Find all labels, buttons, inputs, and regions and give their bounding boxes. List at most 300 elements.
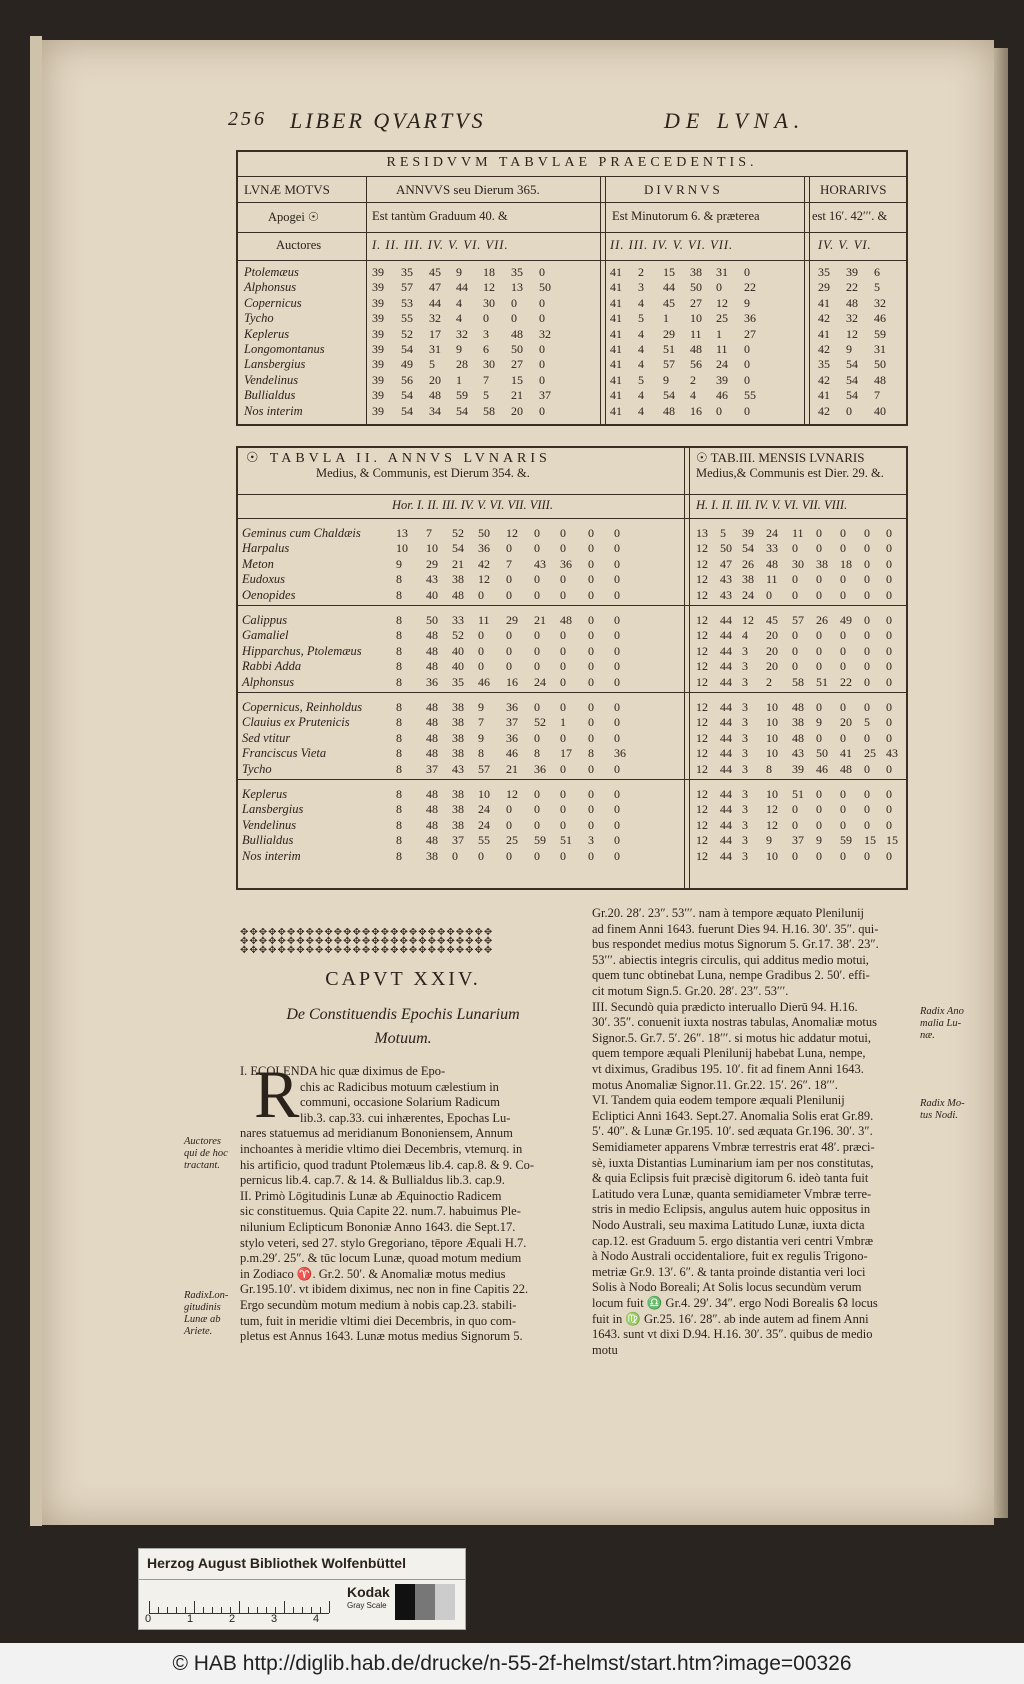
- diurnus-value: 41: [610, 265, 622, 279]
- marginal-note: Radix Mo-: [920, 1098, 965, 1109]
- auctor-name: Vendelinus: [242, 817, 297, 832]
- annuus-value: 39: [372, 280, 384, 295]
- mensis-value: 0: [766, 587, 772, 602]
- mensis-value: 0: [864, 674, 870, 689]
- mensis-value: 12: [696, 541, 708, 556]
- annuus-value: 0: [539, 403, 545, 418]
- table3-col-head: H. I. II. III. IV. V. VI. VII. VIII.: [696, 498, 848, 512]
- auctores-label: Auctores: [276, 238, 322, 252]
- auctor-name: Eudoxus: [242, 572, 286, 587]
- text-line: nilunium Eclipticum Bononiæ Anno 1643. die Sept.17.: [240, 1220, 516, 1234]
- sub-head-diurnus: II. III. IV. V. VI. VII.: [610, 238, 734, 252]
- table-title: RESIDVVM TABVLAE PRAECEDENTIS.: [386, 155, 758, 170]
- annus-value: 55: [478, 833, 490, 848]
- annus-value: 38: [452, 572, 464, 587]
- annus-value: 0: [614, 526, 620, 540]
- diurnus-value: 27: [744, 326, 756, 341]
- text-line: quem tempore æquali Plenilunij habebat Luna, nempe,: [592, 1046, 866, 1061]
- annuus-value: 32: [539, 326, 551, 341]
- diurnus-value: 57: [663, 357, 675, 372]
- annus-value: 8: [396, 787, 402, 801]
- annus-value: 0: [534, 700, 540, 714]
- annuus-value: 54: [401, 403, 413, 418]
- ruler-mark: [221, 1607, 222, 1613]
- annus-value: 8: [534, 746, 540, 761]
- annus-value: 21: [452, 556, 464, 571]
- annus-value: 0: [560, 848, 566, 863]
- annus-value: 0: [560, 761, 566, 776]
- mensis-value: 12: [696, 587, 708, 602]
- mensis-value: 59: [840, 833, 852, 848]
- annus-value: 8: [396, 628, 402, 643]
- annuus-value: 20: [511, 403, 523, 418]
- mensis-value: 46: [816, 761, 828, 776]
- annus-value: 46: [478, 674, 490, 689]
- annus-value: 48: [426, 746, 438, 761]
- mensis-value: 0: [864, 572, 870, 587]
- horarius-value: 22: [846, 280, 858, 295]
- ruler-mark: [185, 1607, 186, 1613]
- mensis-value: 12: [696, 700, 708, 714]
- mensis-value: 12: [766, 802, 778, 817]
- annus-value: 0: [588, 787, 594, 801]
- scale-tick: 2: [229, 1613, 236, 1625]
- copyright-footer: © HAB http://diglib.hab.de/drucke/n-55-2f-helmst/start.htm?image=00326: [0, 1643, 1024, 1684]
- marginal-note: malia Lu-: [920, 1018, 962, 1029]
- text-line: metriæ Gr.9. 13′. 6″. & tanta proinde distantia veri loci: [592, 1264, 866, 1279]
- text-line: cap.12. est Graduum 5. ergo distantia veri centri Vmbræ: [592, 1233, 874, 1248]
- mensis-value: 0: [864, 628, 870, 643]
- text-line: Ecliptici Anni 1643. Sept.27. Anomalia Solis erat Gr.89.: [592, 1108, 874, 1123]
- ruler-mark: [293, 1607, 294, 1613]
- mensis-value: 49: [840, 613, 852, 627]
- annuus-value: 18: [483, 265, 495, 279]
- kodak-brand: Kodak: [347, 1584, 390, 1600]
- annuus-value: 53: [401, 295, 413, 310]
- annus-value: 37: [506, 715, 518, 730]
- annus-value: 9: [396, 556, 402, 571]
- mensis-value: 3: [742, 802, 748, 817]
- horarius-value: 41: [818, 388, 830, 403]
- annuus-value: 32: [456, 326, 468, 341]
- annuus-value: 50: [539, 280, 551, 295]
- mensis-value: 48: [766, 556, 778, 571]
- annus-value: 0: [588, 643, 594, 658]
- auctor-name: Franciscus Vieta: [242, 746, 327, 761]
- diurnus-value: 12: [716, 295, 728, 310]
- mensis-value: 10: [766, 787, 778, 801]
- annus-value: 36: [426, 674, 438, 689]
- ruler-mark: [167, 1607, 168, 1613]
- annuus-value: 54: [401, 388, 413, 403]
- mensis-value: 3: [742, 659, 748, 674]
- diurnus-value: 41: [610, 280, 622, 295]
- annus-value: 8: [396, 848, 402, 863]
- mensis-value: 10: [766, 746, 778, 761]
- annus-value: 0: [534, 572, 540, 587]
- annus-value: 0: [588, 587, 594, 602]
- mensis-value: 44: [720, 802, 732, 817]
- annus-value: 0: [534, 659, 540, 674]
- mensis-value: 20: [766, 628, 778, 643]
- mensis-value: 0: [864, 613, 870, 627]
- annuus-value: 9: [456, 265, 462, 279]
- text-line: & quia Eclipsis fuit præcisè digitorum 6. ideò tanta fuit: [592, 1171, 869, 1186]
- diurnus-value: 1: [663, 311, 669, 326]
- mensis-value: 0: [864, 541, 870, 556]
- auctor-name: Longomontanus: [244, 342, 325, 356]
- annuus-value: 49: [401, 357, 413, 372]
- annus-value: 8: [396, 715, 402, 730]
- annus-value: 13: [396, 526, 408, 540]
- ruler-mark: [320, 1607, 321, 1613]
- mensis-value: 26: [816, 613, 828, 627]
- mensis-value: 0: [864, 526, 870, 540]
- annuus-value: 32: [429, 311, 441, 326]
- horarius-value: 46: [874, 311, 886, 326]
- text-line: 53′′′. abiectis integris circulis, qui additus medio motui,: [592, 952, 869, 967]
- col-head-horarius: HORARIVS: [820, 182, 887, 197]
- mensis-value: 0: [840, 526, 846, 540]
- mensis-value: 0: [792, 659, 798, 674]
- mensis-value: 43: [720, 587, 732, 602]
- annus-value: 0: [614, 715, 620, 730]
- annus-value: 0: [588, 556, 594, 571]
- text-line: in Zodiaco ♈. Gr.2. 50′. & Anomaliæ motus medius: [240, 1266, 506, 1281]
- text-line: stris in medio Eclipsis, angulus autem huic oppositus in: [592, 1202, 871, 1217]
- mensis-value: 12: [766, 817, 778, 832]
- annus-value: 0: [560, 700, 566, 714]
- annus-value: 8: [396, 802, 402, 817]
- diurnus-value: 24: [716, 357, 728, 372]
- chapter-title: CAPVT XXIV.: [325, 968, 481, 990]
- annuus-value: 35: [401, 265, 413, 279]
- annus-value: 0: [614, 761, 620, 776]
- annuus-value: 30: [483, 295, 495, 310]
- mensis-value: 45: [766, 613, 778, 627]
- annuus-value: 9: [456, 342, 462, 356]
- mensis-value: 50: [816, 746, 828, 761]
- text-line: VI. Tandem quia eodem tempore æquali Plenilunij: [592, 1093, 845, 1108]
- mensis-value: 0: [864, 659, 870, 674]
- annus-value: 0: [588, 730, 594, 745]
- annus-value: 38: [452, 802, 464, 817]
- annus-value: 48: [426, 817, 438, 832]
- diurnus-value: 22: [744, 280, 756, 295]
- scale-tick: 4: [313, 1613, 320, 1625]
- auctor-name: Lansbergius: [242, 802, 304, 817]
- diurnus-value: 5: [638, 311, 644, 326]
- annus-value: 37: [452, 833, 464, 848]
- annus-value: 38: [452, 817, 464, 832]
- mensis-value: 15: [886, 833, 898, 848]
- mensis-value: 39: [742, 526, 754, 540]
- mensis-value: 3: [742, 833, 748, 848]
- annuus-value: 0: [539, 295, 545, 310]
- horarius-value: 32: [846, 311, 858, 326]
- mensis-value: 12: [696, 848, 708, 863]
- page-number: 256: [228, 108, 267, 130]
- row-apogei-label: Apogei ☉: [268, 210, 320, 224]
- annus-value: 0: [560, 541, 566, 556]
- mensis-value: 0: [792, 817, 798, 832]
- mensis-value: 9: [816, 833, 822, 848]
- library-name: Herzog August Bibliothek Wolfenbüttel: [147, 1555, 406, 1571]
- annuus-value: 39: [372, 342, 384, 356]
- annus-value: 8: [396, 572, 402, 587]
- annus-value: 7: [478, 715, 484, 730]
- annuus-value: 39: [372, 265, 384, 279]
- annuus-value: 54: [456, 403, 468, 418]
- annus-value: 0: [614, 787, 620, 801]
- diurnus-value: 0: [744, 357, 750, 372]
- diurnus-value: 41: [610, 295, 622, 310]
- mensis-value: 12: [696, 715, 708, 730]
- annus-value: 0: [588, 674, 594, 689]
- annus-value: 0: [560, 674, 566, 689]
- text-line: vt diximus, Gradibus 195. 10′. fit ad finem Anni 1643.: [592, 1062, 864, 1076]
- annus-value: 3: [588, 833, 594, 848]
- page-edge-right: [994, 48, 1008, 1518]
- annus-value: 9: [478, 730, 484, 745]
- diurnus-value: 46: [716, 388, 728, 403]
- marginal-note: Radix Ano: [920, 1006, 964, 1017]
- mensis-value: 0: [864, 817, 870, 832]
- mensis-value: 43: [720, 572, 732, 587]
- diurnus-value: 38: [690, 265, 702, 279]
- annuus-value: 7: [483, 372, 489, 387]
- annuus-value: 39: [372, 311, 384, 326]
- annus-value: 7: [506, 556, 512, 571]
- text-line: III. Secundò quia prædicto interuallo Dierū 94. H.16.: [592, 999, 858, 1014]
- col-head-motus: LVNÆ MOTVS: [244, 182, 330, 197]
- annus-value: 54: [452, 541, 464, 556]
- table-annus-lunaris: [236, 446, 908, 890]
- annuus-value: 35: [511, 265, 523, 279]
- annuus-value: 31: [429, 342, 441, 356]
- annus-value: 48: [452, 587, 464, 602]
- mensis-value: 0: [886, 643, 892, 658]
- auctor-name: Keplerus: [244, 326, 290, 341]
- annus-value: 0: [614, 556, 620, 571]
- kodak-gray-scale-card: [138, 1548, 466, 1630]
- text-line: p.m.29′. 25″. & tūc locum Lunæ, quoad motum medium: [240, 1251, 522, 1266]
- diurnus-value: 56: [690, 357, 702, 372]
- text-line: 5′. 40″. & Lunæ Gr.195. 10′. sed æquata Gr.196. 30′. 3″.: [592, 1124, 873, 1139]
- annus-value: 16: [506, 674, 518, 689]
- ruler-mark: [203, 1607, 204, 1613]
- diurnus-value: 4: [638, 357, 644, 372]
- auctor-name: Copernicus: [244, 295, 302, 310]
- mensis-value: 0: [792, 572, 798, 587]
- annus-value: 43: [534, 556, 546, 571]
- text-line: 1643. sunt vt dixi D.94. H.16. 30′. 35″. quibus de medio: [592, 1327, 873, 1342]
- mensis-value: 15: [864, 833, 876, 848]
- gray-scale-label: Gray Scale: [347, 1601, 387, 1610]
- annus-value: 0: [614, 628, 620, 643]
- annus-value: 29: [506, 613, 518, 627]
- mensis-value: 39: [792, 761, 804, 776]
- annus-value: 0: [478, 587, 484, 602]
- mensis-value: 0: [864, 587, 870, 602]
- annus-value: 0: [588, 848, 594, 863]
- mensis-value: 12: [696, 787, 708, 801]
- annus-value: 0: [614, 848, 620, 863]
- auctor-name: Tycho: [244, 311, 274, 326]
- text-line: Gr.20. 28′. 23″. 53′′′. nam à tempore æquato Plenilunij: [592, 906, 865, 920]
- mensis-value: 48: [840, 761, 852, 776]
- text-line: chis ac Radicibus motuum cælestium in: [300, 1079, 499, 1094]
- mensis-value: 47: [720, 556, 732, 571]
- mensis-value: 0: [816, 643, 822, 658]
- mensis-value: 3: [742, 730, 748, 745]
- annus-value: 0: [506, 628, 512, 643]
- mensis-value: 3: [742, 746, 748, 761]
- horarius-value: 54: [846, 357, 858, 372]
- ruler-mark: [194, 1601, 195, 1613]
- annus-value: 0: [588, 659, 594, 674]
- text-line: tum, fuit in meridie vltimi diei Decembris, in quo com-: [240, 1313, 516, 1328]
- annus-value: 0: [506, 572, 512, 587]
- ornament-band: ✥✥✥✥✥✥✥✥✥✥✥✥✥✥✥✥✥✥✥✥✥✥✥✥✥✥✥ ✥✥✥✥✥✥✥✥✥✥✥✥✥✥✥✥✥✥✥✥✥✥✥✥✥✥✥ ✥✥✥✥✥✥✥✥✥✥✥✥✥✥✥✥✥✥✥✥✥✥✥✥✥✥✥: [240, 928, 494, 956]
- text-line: Nodo Australi, seu maxima Latitudo Lunæ, iuxta dicta: [592, 1218, 865, 1232]
- ruler-mark: [158, 1607, 159, 1613]
- annus-value: 38: [452, 787, 464, 801]
- text-line: Solis à Nodo Boreali; At Solis locus secundùm verum: [592, 1280, 862, 1295]
- annus-value: 0: [614, 802, 620, 817]
- annus-value: 0: [534, 817, 540, 832]
- annus-value: 0: [614, 587, 620, 602]
- mensis-value: 0: [816, 628, 822, 643]
- annuus-value: 13: [511, 280, 523, 295]
- annuus-value: 47: [429, 280, 441, 295]
- horarius-value: 41: [818, 295, 830, 310]
- mensis-value: 38: [816, 556, 828, 571]
- mensis-value: 0: [816, 730, 822, 745]
- annus-value: 0: [506, 587, 512, 602]
- annus-value: 42: [478, 556, 490, 571]
- mensis-value: 0: [840, 572, 846, 587]
- mensis-value: 0: [840, 587, 846, 602]
- annus-value: 40: [426, 587, 438, 602]
- annus-value: 48: [426, 833, 438, 848]
- mensis-value: 0: [840, 787, 846, 801]
- text-line: 30′. 35″. conuenit iuxta nostras tabulas, Anomaliæ motus: [592, 1015, 877, 1030]
- annus-value: 48: [426, 715, 438, 730]
- horarius-value: 42: [818, 403, 830, 418]
- diurnus-value: 25: [716, 311, 728, 326]
- diurnus-value: 4: [638, 388, 644, 403]
- ruler-mark: [257, 1607, 258, 1613]
- mensis-value: 0: [816, 659, 822, 674]
- mensis-value: 3: [742, 761, 748, 776]
- marginal-note: tus Nodi.: [920, 1110, 958, 1121]
- horarius-value: 48: [874, 372, 886, 387]
- horarius-value: 6: [874, 265, 880, 279]
- annus-value: 52: [452, 628, 464, 643]
- annus-value: 12: [506, 526, 518, 540]
- diurnus-value: 44: [663, 280, 675, 295]
- text-line: à Nodo Australi occidentaliore, fuit ex regulis Trigono-: [592, 1249, 868, 1264]
- auctor-name: Vendelinus: [244, 372, 299, 387]
- annus-value: 0: [506, 802, 512, 817]
- mensis-value: 0: [792, 848, 798, 863]
- annuus-value: 0: [539, 372, 545, 387]
- annus-value: 36: [534, 761, 546, 776]
- horarius-value: 41: [818, 326, 830, 341]
- text-line: motus Anomaliæ Signor.11. Gr.22. 15′. 26″. 18′′′.: [592, 1077, 838, 1092]
- annuus-value: 44: [429, 295, 441, 310]
- apogei-diurnus: Est Minutorum 6. & præterea: [612, 209, 760, 223]
- mensis-value: 2: [766, 674, 772, 689]
- mensis-value: 0: [886, 802, 892, 817]
- scale-tick: 3: [271, 1613, 278, 1625]
- mensis-value: 44: [720, 613, 732, 627]
- table2-title: ☉ TABVLA II. ANNVS LVNARIS: [246, 451, 551, 466]
- diurnus-value: 48: [690, 342, 702, 356]
- annus-value: 8: [396, 700, 402, 714]
- annus-value: 0: [534, 587, 540, 602]
- text-line: inchoantes à meridie vltimo diei Decembris, vtemurq. in: [240, 1142, 523, 1156]
- auctor-name: Calippus: [242, 613, 288, 627]
- mensis-value: 0: [792, 628, 798, 643]
- annus-value: 0: [506, 848, 512, 863]
- mensis-value: 0: [816, 802, 822, 817]
- mensis-value: 44: [720, 674, 732, 689]
- annus-value: 0: [614, 659, 620, 674]
- annus-value: 38: [452, 700, 464, 714]
- table3-subtitle: Medius,& Communis est Dier. 29. &.: [696, 466, 884, 480]
- annuus-value: 5: [429, 357, 435, 372]
- horarius-value: 31: [874, 342, 886, 356]
- col-head-annuus: ANNVVS seu Dierum 365.: [396, 182, 540, 197]
- auctor-name: Harpalus: [242, 541, 290, 556]
- mensis-value: 12: [696, 674, 708, 689]
- annuus-value: 4: [456, 295, 462, 310]
- annus-value: 0: [588, 572, 594, 587]
- marginal-note: Lunæ ab: [184, 1314, 221, 1325]
- text-line: motu: [592, 1342, 618, 1357]
- annus-value: 0: [534, 541, 540, 556]
- mensis-value: 3: [742, 787, 748, 801]
- horarius-value: 54: [846, 388, 858, 403]
- apogei-horarius: est 16′. 42′′′. &: [812, 209, 888, 223]
- mensis-value: 0: [792, 643, 798, 658]
- annus-value: 57: [478, 761, 490, 776]
- annus-value: 10: [478, 787, 490, 801]
- text-line: pernicus lib.4. cap.7. & 14. & Bullialdus lib.3. cap.9.: [240, 1173, 505, 1188]
- mensis-value: 44: [720, 628, 732, 643]
- diurnus-value: 11: [690, 326, 702, 341]
- annus-value: 10: [396, 541, 408, 556]
- annuus-value: 17: [429, 326, 441, 341]
- text-line: bus respondet medius motus Signorum 5. Gr.17. 38′. 23″.: [592, 937, 879, 952]
- annuus-value: 59: [456, 388, 468, 403]
- annuus-value: 0: [539, 357, 545, 372]
- ruler-mark: [149, 1601, 150, 1613]
- diurnus-value: 0: [716, 403, 722, 418]
- annuus-value: 1: [456, 372, 462, 387]
- marginal-note: gitudinis: [184, 1302, 221, 1313]
- mensis-value: 12: [696, 556, 708, 571]
- diurnus-value: 41: [610, 388, 622, 403]
- text-line: stylo veteri, sed 27. stylo Gregoriano, tēpore Æquali H.7.: [240, 1235, 527, 1250]
- mensis-value: 58: [792, 674, 804, 689]
- mensis-value: 12: [696, 730, 708, 745]
- mensis-value: 12: [696, 833, 708, 848]
- mensis-value: 0: [886, 556, 892, 571]
- mensis-value: 20: [840, 715, 852, 730]
